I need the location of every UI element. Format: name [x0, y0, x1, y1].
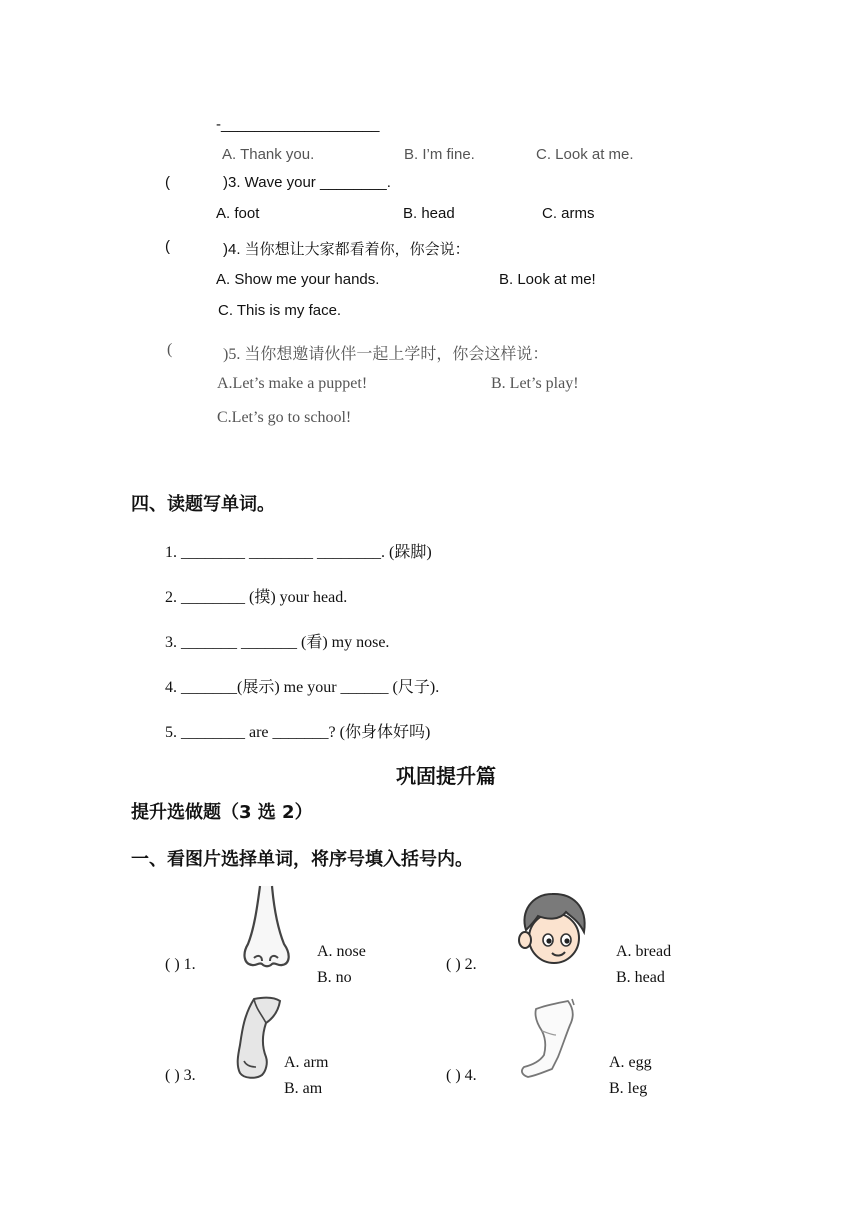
- option-a: A. Thank you.: [222, 146, 315, 163]
- section-heading: 一、看图片选择单词，将序号填入括号内。: [131, 849, 473, 870]
- question-stem: )4. 当你想让大家都看着你，你会说：: [223, 241, 470, 258]
- option-c: C. Look at me.: [536, 146, 634, 163]
- section-subtitle: 提升选做题（3 选 2）: [131, 802, 313, 823]
- option-b: B. no: [317, 969, 352, 986]
- answer-paren[interactable]: ( ) 2.: [446, 956, 477, 973]
- answer-paren[interactable]: (: [165, 174, 170, 191]
- fill-item-2[interactable]: 2. ________ (摸) your head.: [165, 589, 348, 606]
- option-c: C.Let’s go to school!: [217, 409, 352, 426]
- answer-paren[interactable]: ( ) 4.: [446, 1067, 477, 1084]
- option-b: B. Look at me!: [499, 271, 596, 288]
- leg-icon: [512, 995, 584, 1081]
- option-a: A. arm: [284, 1054, 329, 1071]
- answer-paren[interactable]: (: [165, 238, 170, 255]
- fill-item-4[interactable]: 4. _______(展示) me your ______ (尺子).: [165, 679, 440, 696]
- option-c: C. arms: [542, 205, 595, 222]
- option-b: B. Let’s play!: [491, 375, 579, 392]
- question-stem: )5. 当你想邀请伙伴一起上学时，你会这样说：: [223, 346, 549, 363]
- question-stem: )3. Wave your ________.: [223, 174, 391, 191]
- answer-paren[interactable]: (: [167, 341, 173, 358]
- answer-line[interactable]: -___________________: [216, 116, 380, 133]
- boy-head-icon: [516, 890, 592, 970]
- option-b: B. head: [616, 969, 665, 986]
- option-a: A. bread: [616, 943, 672, 960]
- option-b: B. I’m fine.: [404, 146, 475, 163]
- option-a: A. nose: [317, 943, 366, 960]
- option-b: B. leg: [609, 1080, 648, 1097]
- option-a: A.Let’s make a puppet!: [217, 375, 368, 392]
- option-a: A. Show me your hands.: [216, 271, 380, 288]
- section-heading: 四、读题写单词。: [131, 494, 275, 515]
- page-title: 巩固提升篇: [396, 764, 496, 788]
- answer-paren[interactable]: ( ) 3.: [165, 1067, 196, 1084]
- option-a: A. egg: [609, 1054, 652, 1071]
- option-b: B. am: [284, 1080, 323, 1097]
- fill-item-5[interactable]: 5. ________ are _______? (你身体好吗): [165, 724, 431, 741]
- answer-paren[interactable]: ( ) 1.: [165, 956, 196, 973]
- option-a: A. foot: [216, 205, 260, 222]
- arm-icon: [232, 995, 284, 1081]
- fill-item-1[interactable]: 1. ________ ________ ________. (跺脚): [165, 544, 432, 561]
- fill-item-3[interactable]: 3. _______ _______ (看) my nose.: [165, 634, 390, 651]
- option-b: B. head: [403, 205, 455, 222]
- nose-icon: [240, 884, 292, 970]
- option-c: C. This is my face.: [218, 302, 342, 319]
